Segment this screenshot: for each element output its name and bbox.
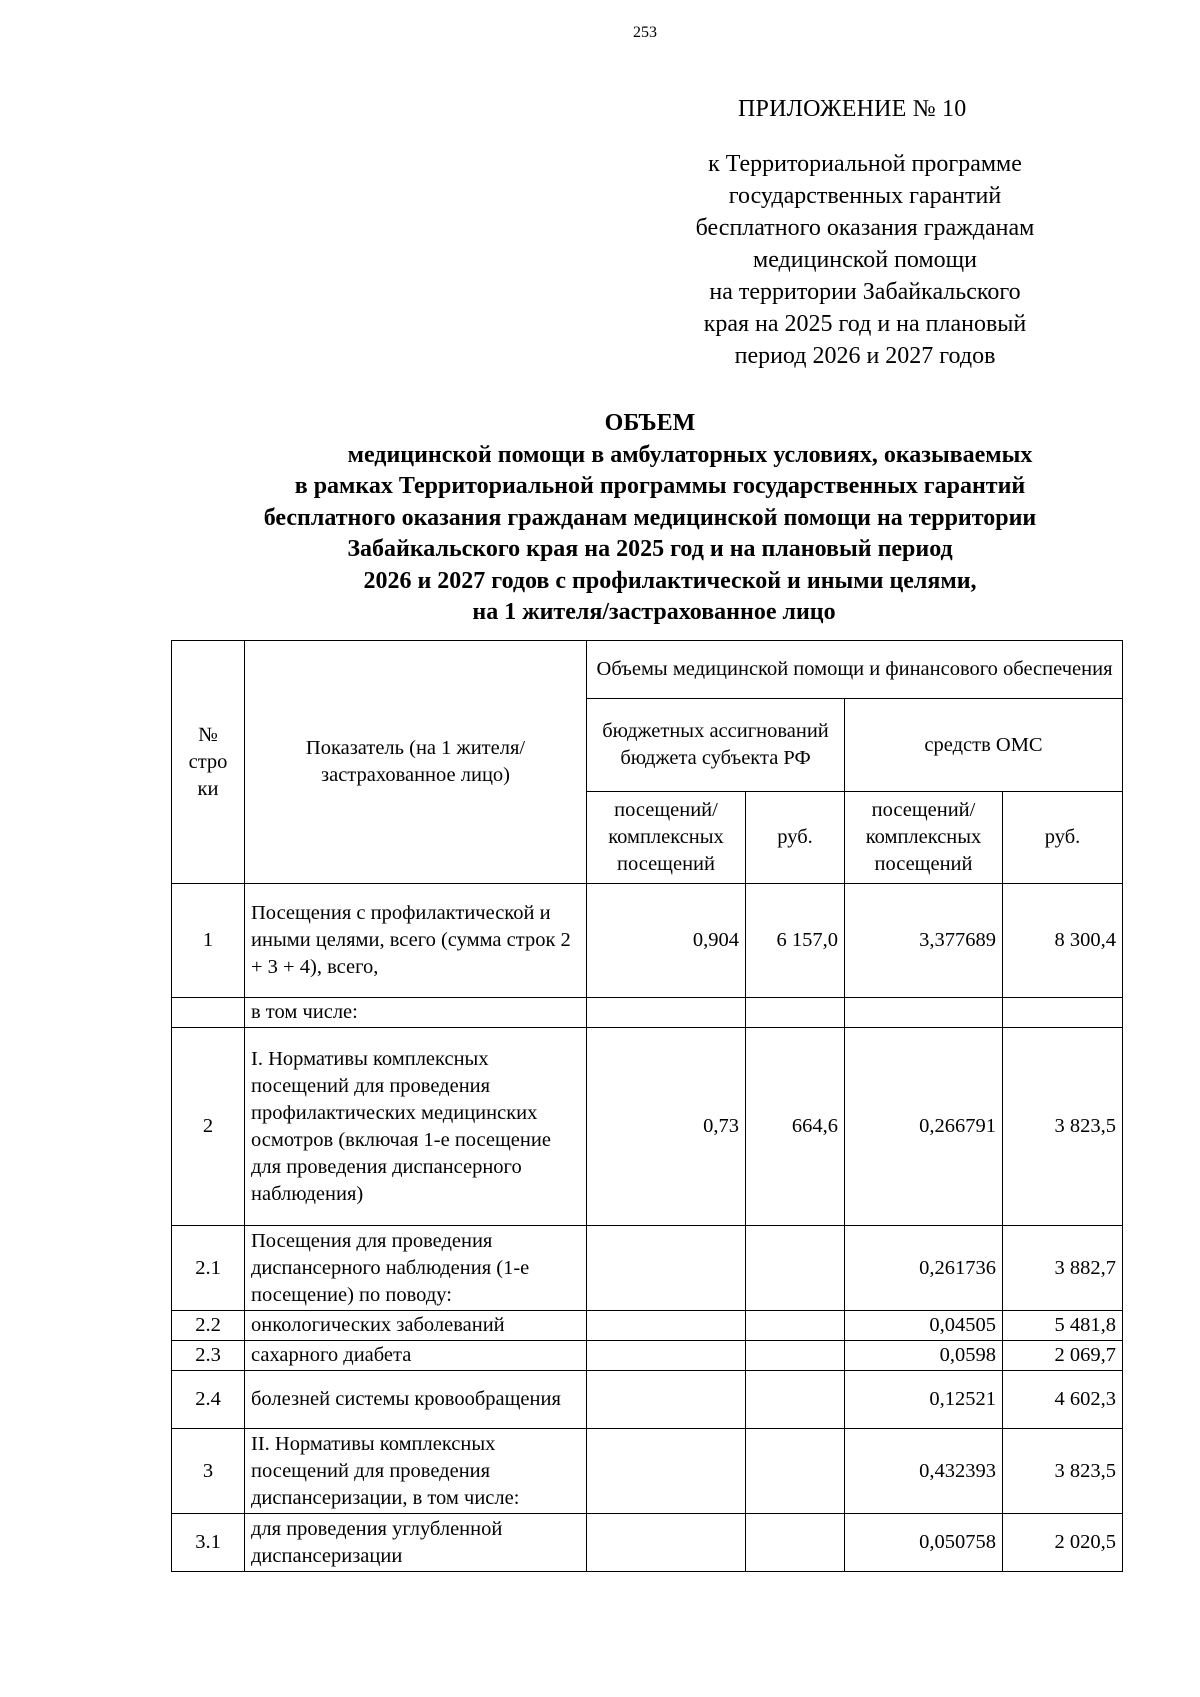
cell-oms-visits: 0,0598 <box>845 1341 1003 1371</box>
appendix-line: края на 2025 год и на плановый <box>703 311 1027 337</box>
cell-oms-rub: 2 069,7 <box>1003 1341 1123 1371</box>
header-budget-rub: руб. <box>746 792 845 884</box>
table-row <box>172 1028 1123 1226</box>
cell-oms-rub <box>1003 998 1123 1028</box>
title-heading: ОБЪЕМ <box>604 410 696 436</box>
cell-budget-rub: 6 157,0 <box>746 884 845 998</box>
cell-budget-rub <box>746 1226 845 1311</box>
header-oms: средств ОМС <box>845 699 1123 792</box>
appendix-line: медицинской помощи <box>753 247 977 273</box>
cell-row-number: 3.1 <box>172 1514 245 1572</box>
cell-oms-rub: 2 020,5 <box>1003 1514 1123 1572</box>
cell-indicator: II. Нормативы комплексных посещений для проведения диспансеризации, в том числе: <box>245 1429 587 1514</box>
cell-budget-rub <box>746 1371 845 1429</box>
cell-oms-visits: 0,04505 <box>845 1311 1003 1341</box>
appendix-line: период 2026 и 2027 годов <box>734 343 996 369</box>
table-row <box>172 1514 1123 1572</box>
table-row <box>172 1371 1123 1429</box>
table-row <box>172 1226 1123 1311</box>
appendix-subtitle <box>600 148 1130 372</box>
cell-row-number: 1 <box>172 884 245 998</box>
cell-row-number: 2 <box>172 1028 245 1226</box>
title-line: в рамках Территориальной программы государственных гарантий <box>294 473 1026 499</box>
cell-row-number: 2.4 <box>172 1371 245 1429</box>
cell-budget-visits: 0,904 <box>587 884 746 998</box>
cell-oms-visits: 0,261736 <box>845 1226 1003 1311</box>
title-line: бесплатного оказания гражданам медицинской помощи на территории <box>263 504 1037 531</box>
cell-budget-rub <box>746 1341 845 1371</box>
cell-oms-visits: 3,377689 <box>845 884 1003 998</box>
cell-oms-rub: 3 823,5 <box>1003 1429 1123 1514</box>
cell-oms-rub: 3 823,5 <box>1003 1028 1123 1226</box>
cell-budget-rub <box>746 1429 845 1514</box>
header-budget: бюджетных ассигнований бюджета субъекта РФ <box>587 699 845 792</box>
cell-indicator: болезней системы кровообращения <box>245 1371 587 1429</box>
document-title <box>180 408 1120 629</box>
cell-budget-visits: 0,73 <box>587 1028 746 1226</box>
cell-budget-rub <box>746 1311 845 1341</box>
appendix-line: бесплатного оказания гражданам <box>695 215 1035 241</box>
title-line: 2026 и 2027 годов с профилактической и иными целями, <box>363 567 977 594</box>
cell-oms-visits: 0,050758 <box>845 1514 1003 1572</box>
volume-table <box>171 640 1123 1572</box>
table-row <box>172 884 1123 998</box>
table-row <box>172 1429 1123 1514</box>
cell-indicator: для проведения углубленной диспансеризации <box>245 1514 587 1572</box>
cell-budget-visits <box>587 1514 746 1572</box>
cell-indicator: онкологических заболеваний <box>245 1311 587 1341</box>
cell-budget-visits <box>587 998 746 1028</box>
cell-budget-visits <box>587 1311 746 1341</box>
header-row-number: № стро ки <box>172 641 245 884</box>
title-line: на 1 жителя/застрахованное лицо <box>472 599 836 625</box>
title-line: Забайкальского края на 2025 год и на плановый период <box>347 536 953 562</box>
cell-oms-visits <box>845 998 1003 1028</box>
cell-oms-visits: 0,12521 <box>845 1371 1003 1429</box>
cell-budget-rub: 664,6 <box>746 1028 845 1226</box>
cell-budget-visits <box>587 1226 746 1311</box>
cell-budget-rub <box>746 1514 845 1572</box>
cell-oms-rub: 3 882,7 <box>1003 1226 1123 1311</box>
cell-indicator: сахарного диабета <box>245 1341 587 1371</box>
table-row <box>172 1341 1123 1371</box>
cell-oms-visits: 0,432393 <box>845 1429 1003 1514</box>
header-oms-visits: посещений/ комплексных посещений <box>845 792 1003 884</box>
cell-row-number: 2.3 <box>172 1341 245 1371</box>
cell-budget-visits <box>587 1371 746 1429</box>
cell-indicator: в том числе: <box>245 998 587 1028</box>
cell-budget-rub <box>746 998 845 1028</box>
cell-indicator: Посещения для проведения диспансерного наблюдения (1-е посещение) по поводу: <box>245 1226 587 1311</box>
appendix-line: на территории Забайкальского <box>709 279 1021 305</box>
cell-row-number: 2.1 <box>172 1226 245 1311</box>
cell-row-number: 2.2 <box>172 1311 245 1341</box>
header-oms-rub: руб. <box>1003 792 1123 884</box>
cell-indicator: I. Нормативы комплексных посещений для проведения профилактических медицинских осмотров (включая 1-е посещение для проведения диспансерного наблюдения) <box>245 1028 587 1226</box>
appendix-line: к Территориальной программе <box>708 151 1022 177</box>
appendix-line: государственных гарантий <box>728 183 1002 209</box>
cell-oms-rub: 4 602,3 <box>1003 1371 1123 1429</box>
table-row <box>172 1311 1123 1341</box>
cell-oms-visits: 0,266791 <box>845 1028 1003 1226</box>
cell-row-number <box>172 998 245 1028</box>
title-line: медицинской помощи в амбулаторных условиях, оказываемых <box>347 441 1033 468</box>
header-volumes: Объемы медицинской помощи и финансового обеспечения <box>587 641 1123 699</box>
cell-budget-visits <box>587 1429 746 1514</box>
cell-oms-rub: 5 481,8 <box>1003 1311 1123 1341</box>
appendix-title: ПРИЛОЖЕНИЕ № 10 <box>738 96 967 122</box>
cell-budget-visits <box>587 1341 746 1371</box>
table-row <box>172 998 1123 1028</box>
cell-oms-rub: 8 300,4 <box>1003 884 1123 998</box>
cell-indicator: Посещения с профилактической и иными целями, всего (сумма строк 2 + 3 + 4), всего, <box>245 884 587 998</box>
page-number: 253 <box>633 24 657 41</box>
header-indicator: Показатель (на 1 жителя/застрахованное лицо) <box>245 641 587 884</box>
header-budget-visits: посещений/ комплексных посещений <box>587 792 746 884</box>
cell-row-number: 3 <box>172 1429 245 1514</box>
